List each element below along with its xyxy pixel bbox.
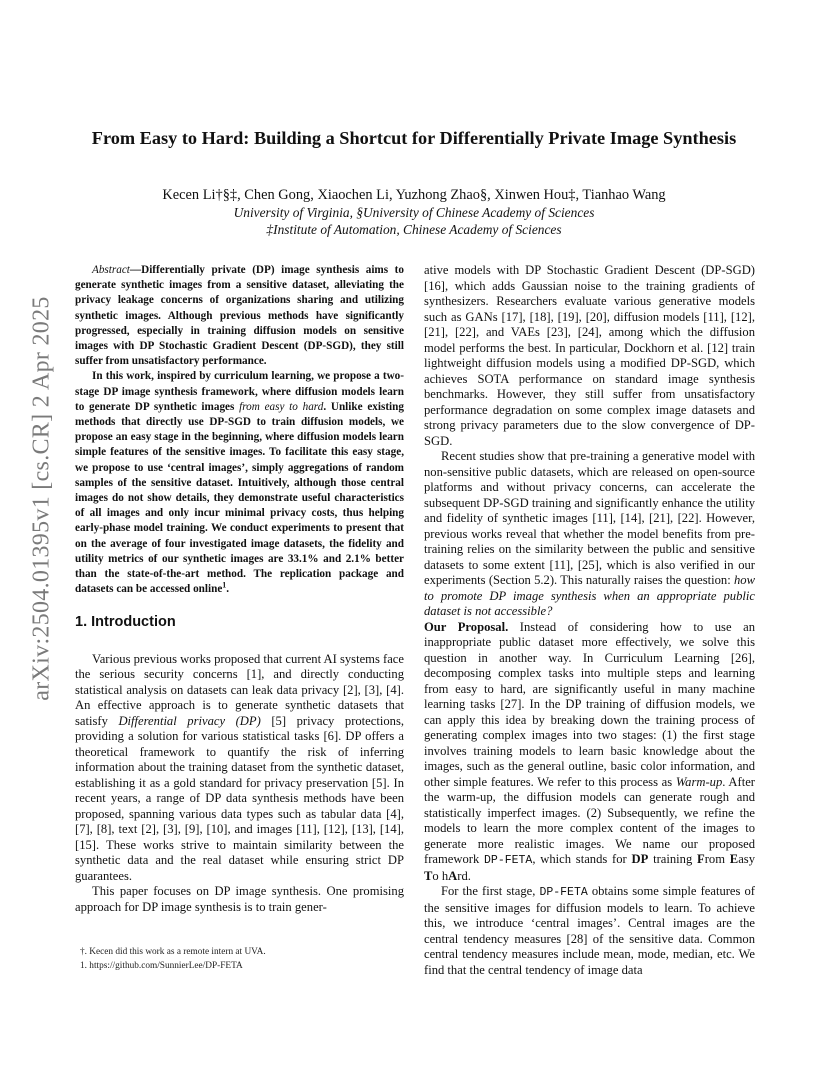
- right-paragraph-2: Recent studies show that pre-training a generative model with non-sensitive public datasets, which are released on open-source platforms and without privacy concerns, can accelerate the subsequent DP-SGD training and significantly enhance the utility and fidelity of synthetic images [11], [14], [21], [22]. However, previous works reveal that whether the model benefits from pre-training relies on the similarity between the public and sensitive datasets to some extent [11], [25], which is also verified in our experiments (Section 5.2). This naturally raises the question: how to promote DP image synthesis when an appropriate public dataset is not accessible?: [424, 449, 755, 618]
- section-heading-introduction: 1. Introduction: [75, 614, 176, 631]
- arxiv-id-text: arXiv:2504.01395v1 [cs.CR] 2 Apr 2025: [28, 295, 55, 701]
- footnote-1: 1. https://github.com/SunnierLee/DP-FETA: [80, 960, 243, 971]
- abstract-paragraph-2: In this work, inspired by curriculum learning, we propose a two-stage DP image synthesis framework, where diffusion models learn to generate DP synthetic images from easy to hard. Unlike existing methods that directly use DP-SGD to train diffusion models, we propose an easy stage in the beginning, where diffusion models learn simple features of the sensitive images. To facilitate this easy stage, we propose to use ‘central images’, simply aggregations of random samples of the sensitive dataset. Intuitively, although those central images do not show details, they demonstrate useful characteristics of all images and only incur minimal privacy costs, thus helping early-phase model training. We conduct experiments to present that on the average of four investigated image datasets, the fidelity and utility metrics of our synthetic images are 33.1% and 2.1% better than the state-of-the-art method. The replication package and datasets can be accessed online$^1$.: [75, 370, 404, 596]
- our-proposal-paragraph: Our Proposal. Instead of considering how to use an inappropriate public dataset more effectively, we solve this question in another way. In Curriculum Learning [26], decomposing complex tasks into multiple steps and learning from easy to hard, are significantly useful in many machine learning tasks [27]. In the DP training of diffusion models, we can apply this idea by breaking down the training process of generating complex images into two stages: (1) the first stage involves training models to learn basic knowledge about the images, such as the general outline, basic color information, and other simple features. We refer to this process as Warm-up. After the warm-up, the diffusion models can generate rough and statistically imperfect images. (2) Subsequently, we refine the models to learn the more complex content of the images to generate more realistic images. We name our proposed framework DP-FETA, which stands for DP training From Easy To hArd.: [424, 619, 755, 883]
- affiliation-line-1: University of Virginia, §University of Chinese Academy of Sciences: [233, 205, 595, 220]
- abstract-paragraph-1: Abstract—Differentially private (DP) image synthesis aims to generate synthetic images from a sensitive dataset, alleviating the privacy leakage concerns of organizations sharing and utilizing synthetic images. Although previous methods have significantly progressed, especially in training diffusion models on sensitive images with DP Stochastic Gradient Descent (DP-SGD), they still suffer from unsatisfactory performance.: [75, 264, 404, 368]
- framework-name: DP-FETA: [539, 886, 588, 899]
- right-paragraph-4: For the first stage, DP-FETA obtains some simple features of the sensitive images for diffusion models to learn. To achieve this, we introduce ‘central images’. Central images are the central tendency measures [28] of the sensitive data. Common central tendency measures include mean, mode, median, etc. We find that the central tendency of image data: [424, 884, 755, 977]
- intro-paragraph-1: Various previous works proposed that current AI systems face the serious security concerns [1], and directly conducting statistical analysis on datasets can leak data privacy [2], [3], [4]. An effective approach is to generate synthetic datasets that satisfy Differential privacy (DP) [5] privacy protections, providing a solution for various statistical tasks [6]. DP offers a theoretical framework to quantify the risk of inferring information about the training dataset from the synthetic dataset, establishing it as a gold standard for privacy preservation [5]. In recent years, a range of DP data synthesis methods have been proposed, spanning various data types such as tabular data [4], [7], [8], text [2], [3], [9], [10], and images [11], [12], [13], [14], [15]. These works strive to maintain similarity between the synthetic data and the real dataset while ensuring strict DP guarantees.: [75, 651, 404, 883]
- paper-title: From Easy to Hard: Building a Shortcut for Differentially Private Image Synthesis: [91, 128, 737, 148]
- our-proposal-heading: Our Proposal.: [424, 619, 509, 634]
- author-block: [60, 186, 768, 238]
- arxiv-identifier: [22, 288, 62, 708]
- footnotes: [80, 946, 400, 973]
- intro-paragraph-2: This paper focuses on DP image synthesis. One promising approach for DP image synthesis is to train gener-: [75, 884, 404, 914]
- affiliation-line-2: ‡Institute of Automation, Chinese Academy of Sciences: [266, 222, 562, 237]
- right-paragraph-1: ative models with DP Stochastic Gradient Descent (DP-SGD) [16], which adds Gaussian noise to the training gradients of synthesizers. Researchers evaluate various generative models such as GANs [17], [18], [19], [20], diffusion models [11], [12], [21], [22], and VAEs [23], [24], among which the diffusion model performs the best. In particular, Dockhorn et al. [12] train lightweight diffusion models using a modified DP-SGD, which achieves SOTA performance on standard image synthesis benchmarks. However, they still suffer from unsatisfactory performance degradation on some complex image datasets and strong privacy parameters due to the slow convergence of DP-SGD.: [424, 263, 755, 448]
- right-column: [424, 263, 755, 978]
- left-column: [75, 263, 404, 915]
- footnote-dagger: †. Kecen did this work as a remote intern at UVA.: [80, 947, 266, 957]
- author-list: Kecen Li†§‡, Chen Gong, Xiaochen Li, Yuzhong Zhao§, Xinwen Hou‡, Tianhao Wang: [162, 187, 666, 203]
- abstract-label: Abstract: [92, 264, 130, 276]
- framework-name: DP-FETA: [484, 854, 533, 867]
